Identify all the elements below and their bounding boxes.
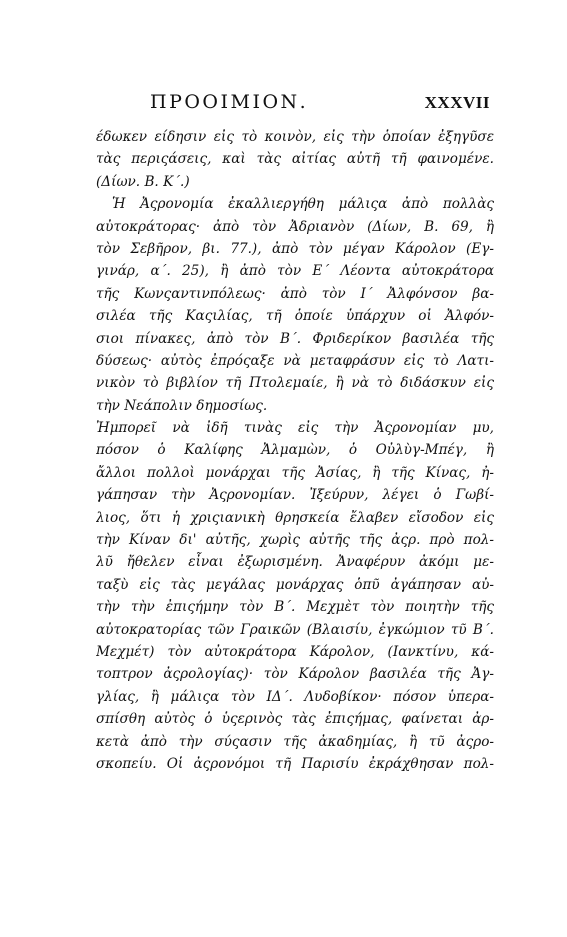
text-line: αὐτοκράτορας· ἀπὸ τὸν Ἀδριανὸν (Δίων, Β. 69, ἢ [96,218,494,235]
text-line: νικὸν τὸ βιβλίον τῆ Πτολεμαίε, ἢ νὰ τὸ διδάσκυν εἰς [96,375,494,392]
text-line: λιος, ὅτι ἡ χριςιανικὴ θρησκεία ἔλαβεν εἴσοδον εἰς [96,509,494,526]
text-line: σκοπείυ. Οἱ ἀςρονόμοι τῆ Παρισίυ ἐκράχθησαν πολ- [96,755,494,772]
page-number: XXXVII [424,93,490,112]
text-line: δύσεως· αὐτὸς ἐπρόςαξε νὰ μεταφράσυν εἰς τὸ Λατι- [96,352,494,369]
text-line: ἄλλοι πολλοὶ μονάρχαι τῆς Ἀσίας, ἢ τῆς Κίνας, ἠ- [96,464,494,481]
text-line: Μεχμέτ) τὸν αὐτοκράτορα Κάρολον, (Ιανκτίνυ, κά- [96,643,494,660]
text-line: σιλέα τῆς Καςιλίας, τῆ ὁποίε ὑπάρχυν οἱ Ἀλφόν- [96,308,494,325]
text-line: τὴν Κίναν δι' αὐτῆς, χωρὶς αὐτῆς τῆς ἀςρ. πρὸ πολ- [96,532,494,549]
running-head [150,91,490,119]
text-line: κετὰ ἀπὸ τὴν σύςασιν τῆς ἀκαδημίας, ἢ τῦ ἀςρο- [96,733,494,750]
text-line: γλίας, ἢ μάλιςα τὸν ΙΔ΄. Λυδοβίκον· πόσον ὑπερα- [96,688,494,705]
text-line: τὴν τὴν ἐπιςήμην τὸν Β΄. Μεχμὲτ τὸν ποιητὴν τῆς [96,599,494,616]
body-text [96,126,494,775]
text-line: πόσον ὁ Καλίφης Ἀλμαμὼν, ὁ Οὐλὺγ-Μπέγ, ἢ [96,442,494,459]
text-line: αὐτοκρατορίας τῶν Γραικῶν (Βλαισίυ, ἐγκώμιον τῦ Β΄. [96,621,494,638]
text-line: σπίσθη αὐτὸς ὁ ὑςερινὸς τὰς ἐπιςήμας, φαίνεται ἀρ- [96,711,494,728]
text-line: λῦ ἤθελεν εἶναι ἐξωρισμένη. Ἀναφέρυν ἀκόμι με- [96,554,494,571]
text-line: τὰς περιςάσεις, καὶ τὰς αἰτίας αὐτῆ τῆ φαινομένε. [96,151,494,168]
text-line: τὸν Σεβῆρον, βι. 77.), ἀπὸ τὸν μέγαν Κάρολον (Εγ- [96,240,494,257]
text-line: γινάρ, α΄. 25), ἢ ἀπὸ τὸν Ε΄ Λέοντα αὐτοκράτορα [96,263,494,280]
text-line: (Δίων. Β. Κ΄.) [96,173,190,190]
running-title: ΠΡΟΟΙΜΙΟΝ. [150,91,309,113]
text-line: Ἡ Ἀςρονομία ἐκαλλιεργήθη μάλιςα ἀπὸ πολλὰς [112,196,494,213]
text-line: Ἠμπορεῖ νὰ ἰδῆ τινὰς εἰς τὴν Ἀςρονομίαν μυ, [96,420,494,437]
text-line: σιοι πίνακες, ἀπὸ τὸν Β΄. Φριδερίκον βασιλέα τῆς [96,330,494,347]
text-line: τῆς Κωνςαντινπόλεως· ἀπὸ τὸν Ι΄ Ἀλφόνσον βα- [96,285,494,302]
text-line: γάπησαν τὴν Ἀςρονομίαν. Ἰξεύρυν, λέγει ὁ Γωβί- [96,487,494,504]
text-line: τοπτρον ἀςρολογίας)· τὸν Κάρολον βασιλέα τῆς Ἀγ- [96,666,494,683]
text-line: έδωκεν είδησιν εἰς τὸ κοινὸν, εἰς τὴν ὁποίαν ἐξηγῦσε [96,129,494,145]
text-line: ταξὺ εἰς τὰς μεγάλας μονάρχας ὁπῦ ἀγάπησαν αὐ- [96,576,494,593]
text-line: τὴν Νεάπολιν δημοσίως. [96,397,268,414]
